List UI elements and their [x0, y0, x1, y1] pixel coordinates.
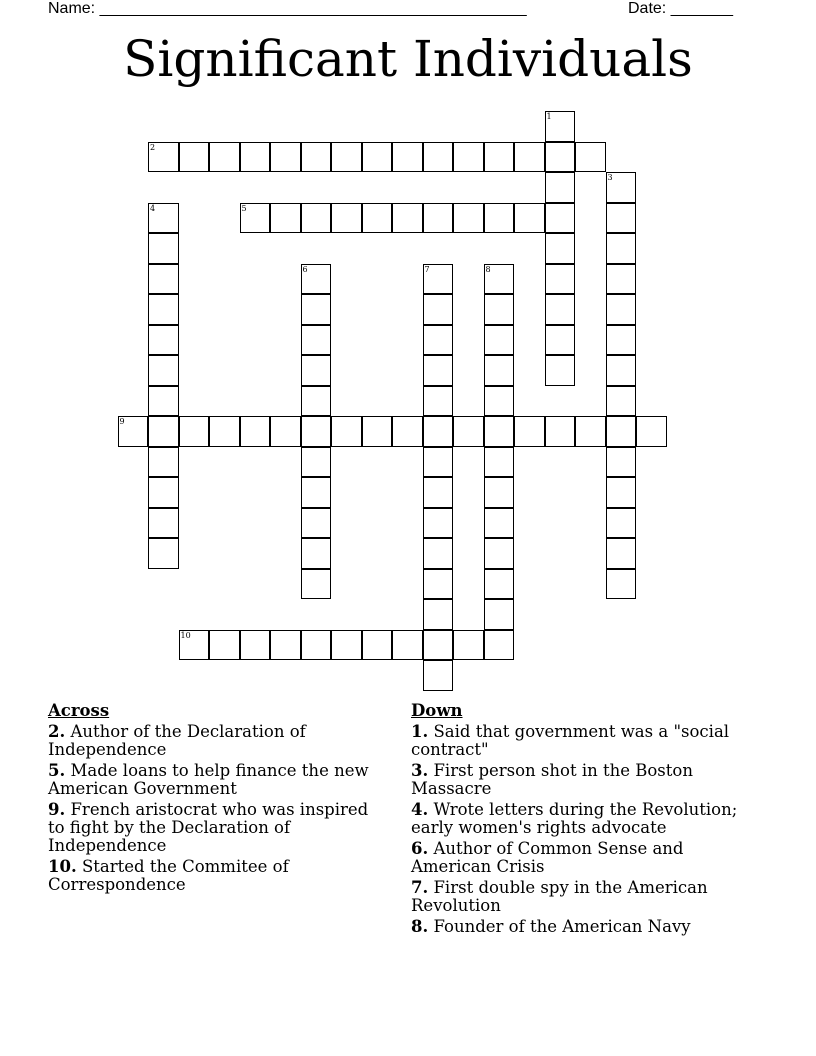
grid-cell[interactable]: [423, 355, 454, 386]
grid-cell[interactable]: [606, 172, 637, 203]
grid-cell[interactable]: [301, 203, 332, 234]
cell-number: 7: [424, 264, 430, 274]
grid-cell[interactable]: [606, 508, 637, 539]
grid-cell[interactable]: [270, 630, 301, 661]
grid-cell[interactable]: [301, 538, 332, 569]
grid-cell[interactable]: [301, 630, 332, 661]
clue-across-9: [48, 801, 378, 855]
grid-cell[interactable]: [209, 416, 240, 447]
grid-cell[interactable]: [362, 416, 393, 447]
grid-cell[interactable]: [148, 142, 179, 173]
grid-cell[interactable]: [423, 477, 454, 508]
grid-cell[interactable]: [484, 477, 515, 508]
cell-number: 2: [150, 142, 156, 152]
grid-cell[interactable]: [392, 630, 423, 661]
grid-cell[interactable]: [423, 599, 454, 630]
grid-cell[interactable]: [575, 142, 606, 173]
grid-cell[interactable]: [148, 294, 179, 325]
clue-text: Founder of the American Navy: [433, 917, 691, 936]
clue-text: Started the Commitee of Correspondence: [48, 857, 289, 894]
grid-cell[interactable]: [240, 630, 271, 661]
grid-cell[interactable]: [423, 447, 454, 478]
grid-cell[interactable]: [484, 142, 515, 173]
grid-cell[interactable]: [484, 264, 515, 295]
grid-cell[interactable]: [423, 660, 454, 691]
grid-cell[interactable]: [423, 386, 454, 417]
grid-cell[interactable]: [148, 386, 179, 417]
grid-cell[interactable]: [484, 508, 515, 539]
date-field-label: Date: _______: [628, 0, 733, 17]
grid-cell[interactable]: [362, 142, 393, 173]
grid-cell[interactable]: [392, 416, 423, 447]
grid-cell[interactable]: [545, 355, 576, 386]
grid-cell[interactable]: [301, 355, 332, 386]
grid-cell[interactable]: [148, 203, 179, 234]
clue-number: 1.: [411, 722, 429, 741]
grid-cell[interactable]: [148, 477, 179, 508]
grid-cell[interactable]: [392, 142, 423, 173]
grid-cell[interactable]: [606, 386, 637, 417]
grid-cell[interactable]: [484, 325, 515, 356]
grid-cell[interactable]: [545, 111, 576, 142]
grid-cell[interactable]: [606, 203, 637, 234]
grid-cell[interactable]: [240, 142, 271, 173]
clue-down-8: [411, 918, 756, 936]
grid-cell[interactable]: [392, 203, 423, 234]
clue-number: 10.: [48, 857, 77, 876]
grid-cell[interactable]: [606, 477, 637, 508]
grid-cell[interactable]: [453, 142, 484, 173]
grid-cell[interactable]: [484, 416, 515, 447]
grid-cell[interactable]: [331, 630, 362, 661]
cell-number: 6: [302, 264, 308, 274]
grid-cell[interactable]: [453, 203, 484, 234]
cell-number: 4: [150, 203, 156, 213]
grid-cell[interactable]: [514, 142, 545, 173]
grid-cell[interactable]: [606, 264, 637, 295]
grid-cell[interactable]: [240, 203, 271, 234]
clue-down-1: [411, 723, 756, 759]
clue-text: Author of Common Sense and American Crisis: [411, 839, 684, 876]
grid-cell[interactable]: [606, 447, 637, 478]
grid-cell[interactable]: [484, 538, 515, 569]
cell-number: 9: [119, 417, 125, 426]
grid-cell[interactable]: [301, 386, 332, 417]
clue-number: 7.: [411, 878, 429, 897]
grid-cell[interactable]: [545, 142, 576, 173]
clue-number: 8.: [411, 917, 429, 936]
grid-cell[interactable]: [179, 142, 210, 173]
grid-cell[interactable]: [301, 325, 332, 356]
grid-cell[interactable]: [423, 203, 454, 234]
grid-cell[interactable]: [606, 233, 637, 264]
grid-cell[interactable]: [331, 142, 362, 173]
page-title: Significant Individuals: [123, 30, 693, 88]
grid-cell[interactable]: [118, 416, 149, 447]
grid-cell[interactable]: [453, 416, 484, 447]
grid-cell[interactable]: [301, 569, 332, 600]
grid-cell[interactable]: [209, 630, 240, 661]
clue-across-5: [48, 762, 378, 798]
clue-text: French aristocrat who was inspired to fight by the Declaration of Independence: [48, 800, 369, 855]
grid-cell[interactable]: [545, 233, 576, 264]
clue-down-7: [411, 879, 756, 915]
grid-cell[interactable]: [423, 294, 454, 325]
grid-cell[interactable]: [301, 477, 332, 508]
grid-cell[interactable]: [270, 203, 301, 234]
clue-down-3: [411, 762, 756, 798]
grid-cell[interactable]: [423, 416, 454, 447]
grid-cell[interactable]: [301, 142, 332, 173]
grid-cell[interactable]: [331, 416, 362, 447]
grid-cell[interactable]: [209, 142, 240, 173]
clue-text: Author of the Declaration of Independence: [48, 722, 306, 759]
clue-number: 3.: [411, 761, 429, 780]
grid-cell[interactable]: [514, 416, 545, 447]
grid-cell[interactable]: [301, 294, 332, 325]
clue-text: First double spy in the American Revolution: [411, 878, 708, 915]
grid-cell[interactable]: [423, 325, 454, 356]
grid-cell[interactable]: [423, 508, 454, 539]
grid-cell[interactable]: [148, 233, 179, 264]
grid-cell[interactable]: [362, 630, 393, 661]
grid-cell[interactable]: [270, 142, 301, 173]
clue-number: 5.: [48, 761, 66, 780]
clue-number: 6.: [411, 839, 429, 858]
grid-cell[interactable]: [423, 630, 454, 661]
clue-down-6: [411, 840, 756, 876]
grid-cell[interactable]: [575, 416, 606, 447]
grid-cell[interactable]: [148, 538, 179, 569]
grid-cell[interactable]: [514, 203, 545, 234]
clue-down-4: [411, 801, 756, 837]
down-heading: Down: [411, 701, 463, 720]
cell-number: 1: [546, 112, 552, 121]
grid-cell[interactable]: [484, 203, 515, 234]
grid-cell[interactable]: [545, 264, 576, 295]
grid-cell[interactable]: [545, 416, 576, 447]
clue-text: Said that government was a "social contract": [411, 722, 730, 759]
grid-cell[interactable]: [423, 142, 454, 173]
grid-cell[interactable]: [545, 294, 576, 325]
grid-cell[interactable]: [484, 630, 515, 661]
clue-across-10: [48, 858, 378, 894]
grid-cell[interactable]: [301, 508, 332, 539]
grid-cell[interactable]: [179, 416, 210, 447]
clue-text: Wrote letters during the Revolution; early women's rights advocate: [411, 800, 738, 837]
grid-cell[interactable]: [545, 172, 576, 203]
clue-text: Made loans to help finance the new American Government: [48, 761, 369, 798]
grid-cell[interactable]: [484, 355, 515, 386]
grid-cell[interactable]: [423, 264, 454, 295]
grid-cell[interactable]: [179, 630, 210, 661]
grid-cell[interactable]: [423, 569, 454, 600]
grid-cell[interactable]: [270, 416, 301, 447]
grid-cell[interactable]: [606, 569, 637, 600]
across-clues: [48, 702, 378, 897]
grid-cell[interactable]: [148, 416, 179, 447]
grid-cell[interactable]: [484, 294, 515, 325]
clue-text: First person shot in the Boston Massacre: [411, 761, 693, 798]
grid-cell[interactable]: [331, 203, 362, 234]
across-heading: Across: [48, 701, 110, 720]
grid-cell[interactable]: [148, 264, 179, 295]
cell-number: 8: [485, 264, 491, 274]
grid-cell[interactable]: [484, 447, 515, 478]
clue-number: 4.: [411, 800, 429, 819]
grid-cell[interactable]: [606, 294, 637, 325]
clue-across-2: [48, 723, 378, 759]
grid-cell[interactable]: [362, 203, 393, 234]
grid-cell[interactable]: [636, 416, 667, 447]
grid-cell[interactable]: [301, 447, 332, 478]
down-clues: [411, 702, 756, 939]
grid-cell[interactable]: [606, 416, 637, 447]
grid-cell[interactable]: [606, 538, 637, 569]
clue-number: 9.: [48, 800, 66, 819]
grid-cell[interactable]: [301, 416, 332, 447]
grid-cell[interactable]: [484, 599, 515, 630]
grid-cell[interactable]: [301, 264, 332, 295]
grid-cell[interactable]: [148, 325, 179, 356]
grid-cell[interactable]: [148, 447, 179, 478]
name-field-label: Name: ________________________________________________: [48, 0, 527, 17]
grid-cell[interactable]: [484, 386, 515, 417]
grid-cell[interactable]: [484, 569, 515, 600]
grid-cell[interactable]: [453, 630, 484, 661]
clue-number: 2.: [48, 722, 66, 741]
cell-number: 5: [241, 203, 247, 213]
grid-cell[interactable]: [148, 508, 179, 539]
grid-cell[interactable]: [606, 325, 637, 356]
grid-cell[interactable]: [606, 355, 637, 386]
grid-cell[interactable]: [423, 538, 454, 569]
grid-cell[interactable]: [545, 203, 576, 234]
cell-number: 3: [607, 173, 613, 182]
cell-number: 10: [180, 630, 191, 640]
grid-cell[interactable]: [240, 416, 271, 447]
grid-cell[interactable]: [148, 355, 179, 386]
grid-cell[interactable]: [545, 325, 576, 356]
